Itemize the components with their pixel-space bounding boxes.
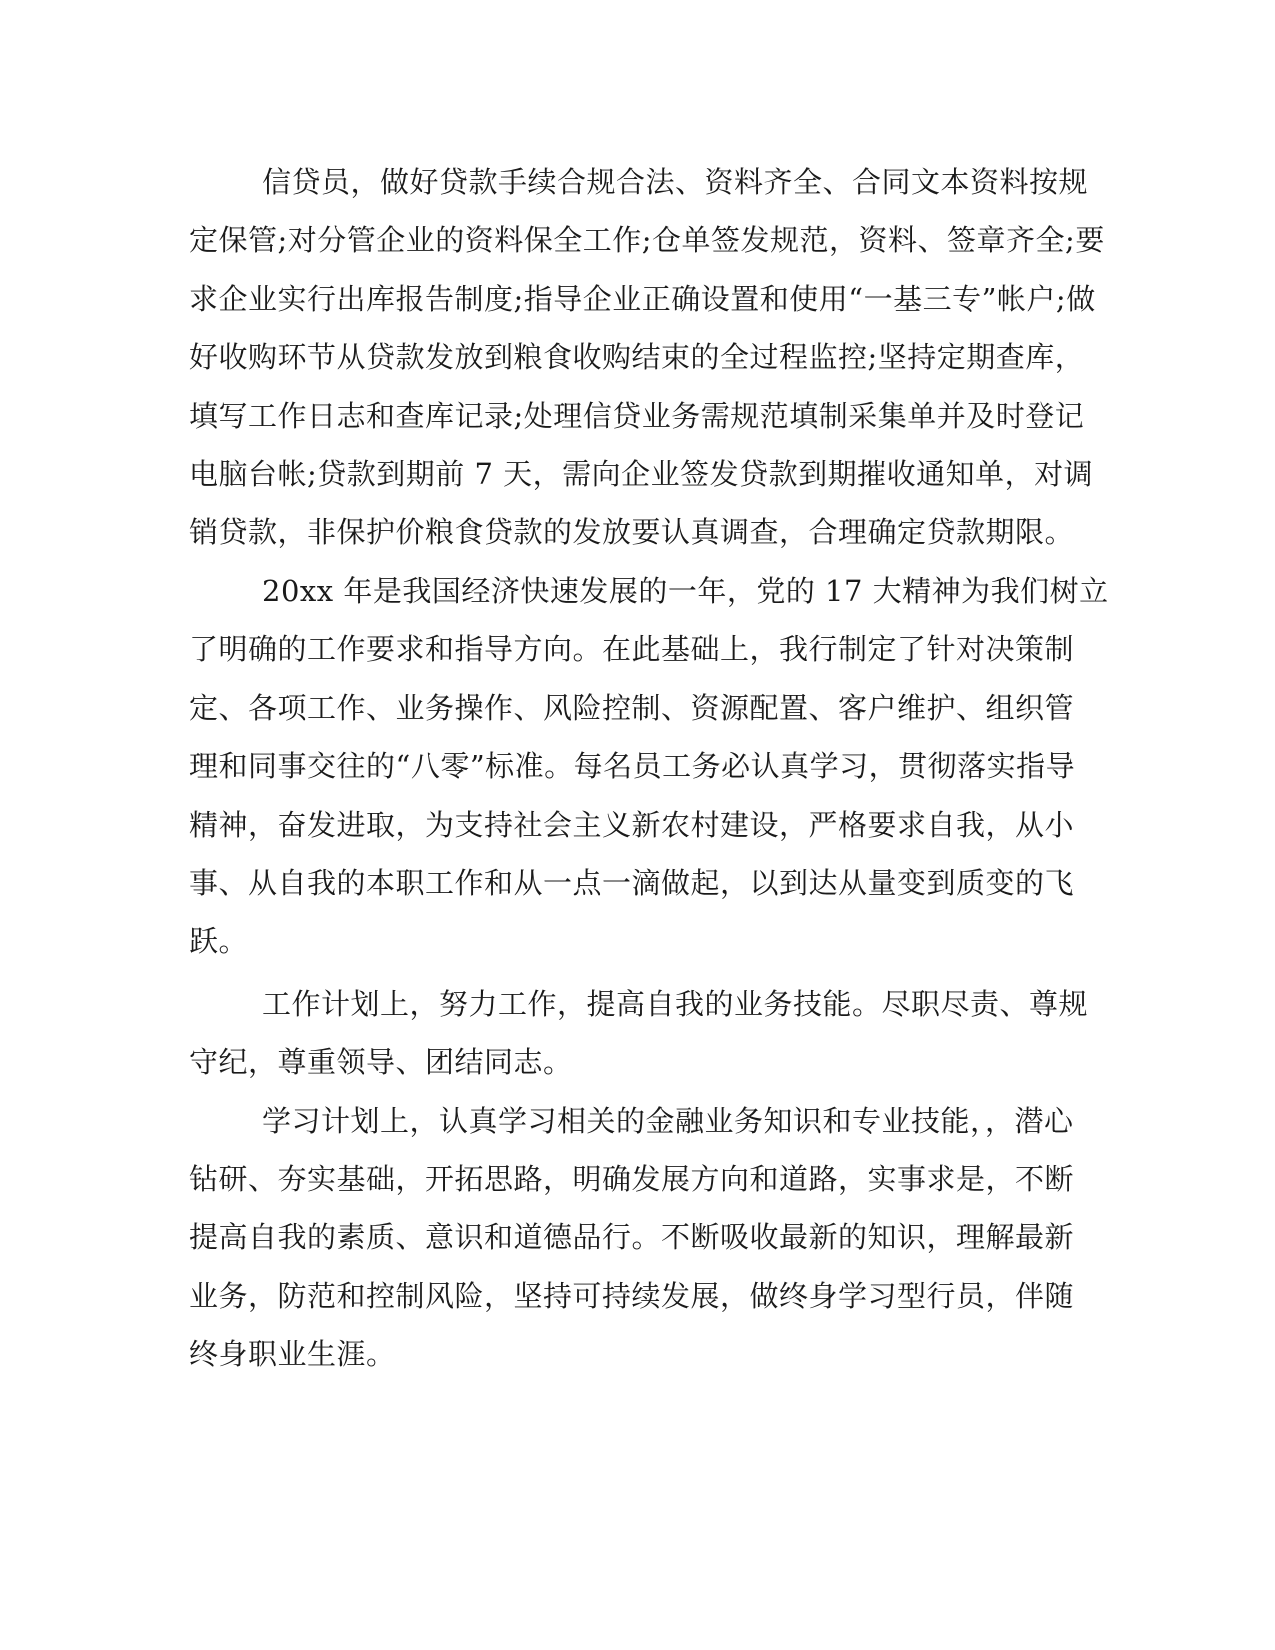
paragraph-1-line-6: 电脑台帐;贷款到期前 7 天，需向企业签发贷款到期摧收通知单，对调: [189, 457, 1094, 491]
paragraph-1-line-1: 信贷员，做好贷款手续合规合法、资料齐全、合同文本资料按规: [262, 165, 1089, 199]
paragraph-1-line-2: 定保管;对分管企业的资料保全工作;仓单签发规范，资料、签章齐全;要: [189, 223, 1105, 257]
paragraph-3-line-2: 守纪，尊重领导、团结同志。: [189, 1045, 573, 1079]
paragraph-2-line-6: 事、从自我的本职工作和从一点一滴做起，以到达从量变到质变的飞: [189, 866, 1075, 900]
paragraph-2-line-1: 20xx 年是我国经济快速发展的一年，党的 17 大精神为我们树立: [262, 574, 1109, 608]
paragraph-4-line-1: 学习计划上，认真学习相关的金融业务知识和专业技能，，潜心: [262, 1104, 1074, 1138]
paragraph-1-line-3: 求企业实行出库报告制度;指导企业正确设置和使用“一基三专”帐户;做: [189, 282, 1096, 316]
paragraph-2-line-3: 定、各项工作、业务操作、风险控制、资源配置、客户维护、组织管: [189, 691, 1075, 725]
paragraph-1-line-7: 销贷款，非保护价粮食贷款的发放要认真调查，合理确定贷款期限。: [189, 515, 1075, 549]
paragraph-1-line-4: 好收购环节从贷款发放到粮食收购结束的全过程监控;坚持定期查库，: [189, 340, 1085, 374]
paragraph-4-line-5: 终身职业生涯。: [189, 1337, 396, 1371]
paragraph-4-line-3: 提高自我的素质、意识和道德品行。不断吸收最新的知识，理解最新: [189, 1220, 1075, 1254]
paragraph-2-line-5: 精神，奋发进取，为支持社会主义新农村建设，严格要求自我，从小: [189, 808, 1075, 842]
paragraph-1-line-5: 填写工作日志和查库记录;处理信贷业务需规范填制采集单并及时登记: [189, 399, 1085, 433]
paragraph-2-line-7: 跃。: [189, 924, 249, 958]
paragraph-4-line-2: 钻研、夯实基础，开拓思路，明确发展方向和道路，实事求是，不断: [189, 1162, 1075, 1196]
paragraph-3-line-1: 工作计划上，努力工作，提高自我的业务技能。尽职尽责、尊规: [262, 987, 1089, 1021]
paragraph-2-line-2: 了明确的工作要求和指导方向。在此基础上，我行制定了针对决策制: [189, 632, 1075, 666]
paragraph-2-line-4: 理和同事交往的“八零”标准。每名员工务必认真学习，贯彻落实指导: [189, 749, 1076, 783]
paragraph-4-line-4: 业务，防范和控制风险，坚持可持续发展，做终身学习型行员，伴随: [189, 1279, 1075, 1313]
